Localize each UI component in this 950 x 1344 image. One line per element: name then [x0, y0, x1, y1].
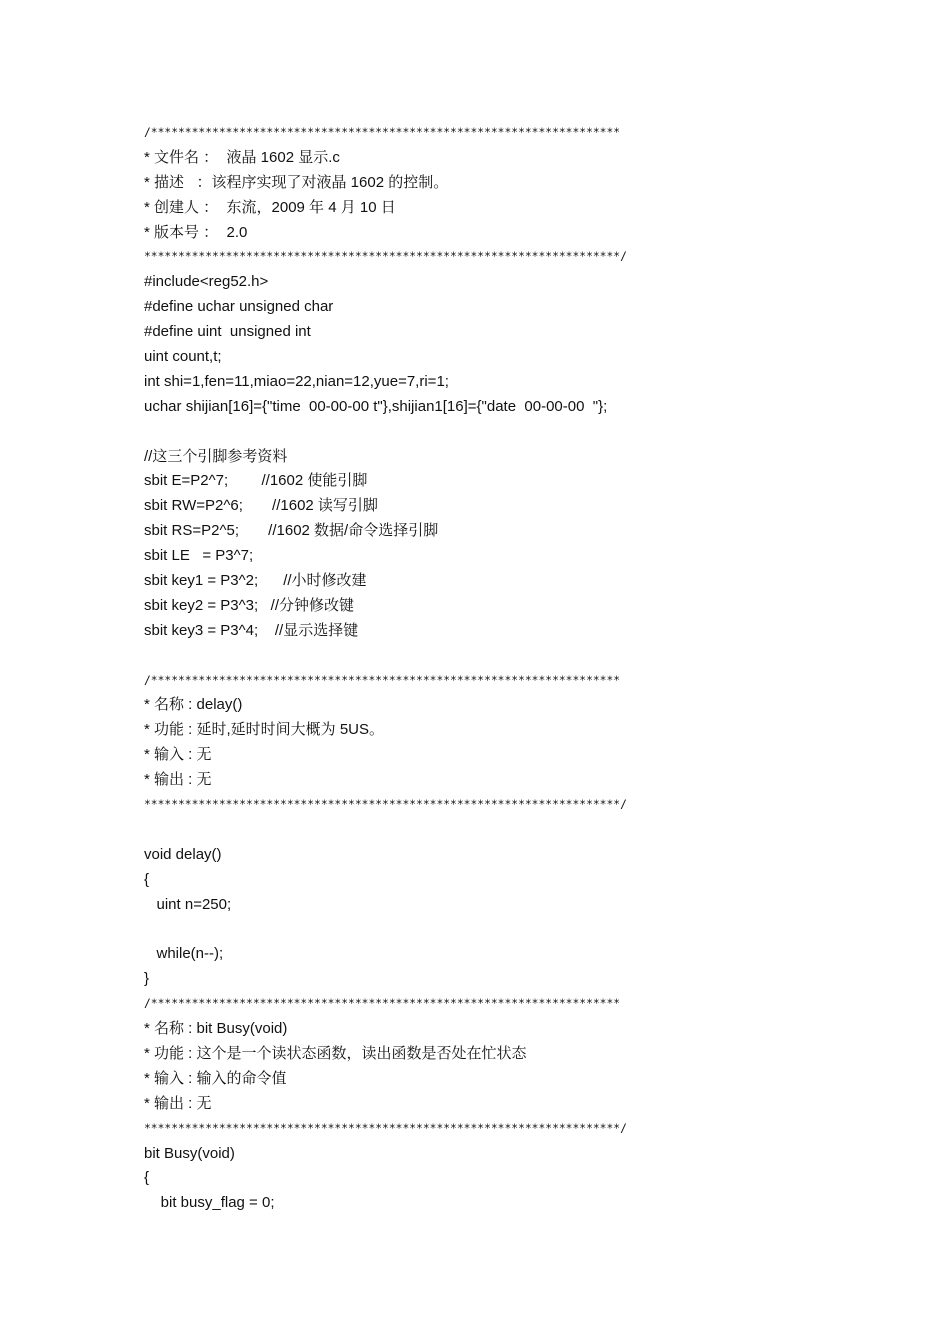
header-author-line: * 创建人 ： 东流，2009 年 4 月 10 日: [144, 198, 396, 216]
doc-comment-line: * 名称 : bit Busy(void): [144, 1020, 288, 1038]
doc-comment-line: * 输出 : 无: [144, 1094, 212, 1112]
doc-comment-line: * 名称 : delay(): [144, 696, 243, 714]
code-line: uchar shijian[16]={"time 00-00-00 t"},shijian1[16]={"date 00-00-00 "};: [144, 397, 608, 415]
code-line: void delay(): [144, 845, 222, 863]
code-line: bit busy_flag = 0;: [144, 1194, 275, 1212]
comment-border-bottom: **********************************************************************/: [144, 798, 627, 812]
code-line: bit Busy(void): [144, 1144, 235, 1162]
header-version-line: * 版本号 ： 2.0: [144, 223, 248, 241]
code-line: int shi=1,fen=11,miao=22,nian=12,yue=7,ri=1;: [144, 372, 449, 390]
code-line: sbit E=P2^7; //1602 使能引脚: [144, 472, 368, 490]
code-line: {: [144, 870, 150, 888]
code-line: sbit key1 = P3^2; //小时修改建: [144, 572, 367, 590]
code-line: #define uchar unsigned char: [144, 298, 334, 316]
doc-comment-line: * 功能 : 这个是一个读状态函数，读出函数是否处在忙状态: [144, 1044, 527, 1062]
code-line: sbit key2 = P3^3; //分钟修改键: [144, 596, 355, 614]
code-line: #include<reg52.h>: [144, 273, 269, 291]
doc-comment-line: * 输入 : 无: [144, 746, 212, 764]
header-description-line: * 描述 ：该程序实现了对液晶 1602 的控制。: [144, 173, 449, 191]
code-line: #define uint unsigned int: [144, 323, 311, 341]
code-line: sbit RW=P2^6; //1602 读写引脚: [144, 497, 378, 515]
comment-border-top: /*********************************************************************: [144, 126, 621, 139]
blank-line: [144, 918, 844, 943]
code-line: while(n--);: [144, 945, 224, 963]
header-filename-line: * 文件名 ： 液晶 1602 显示.c: [144, 148, 340, 166]
comment-border-bottom: **********************************************************************/: [144, 250, 627, 264]
doc-comment-line: * 输出 : 无: [144, 771, 212, 789]
blank-line: [144, 818, 844, 843]
code-listing: [144, 121, 844, 1216]
code-line: sbit key3 = P3^4; //显示选择键: [144, 621, 359, 639]
comment-border-top: /*********************************************************************: [144, 673, 621, 687]
comment-border-top: /*********************************************************************: [144, 997, 621, 1011]
code-line: uint n=250;: [144, 895, 232, 913]
code-line: }: [144, 970, 150, 988]
comment-border-bottom: **********************************************************************/: [144, 1121, 627, 1135]
code-line: uint count,t;: [144, 348, 222, 366]
code-line: sbit RS=P2^5; //1602 数据/命令选择引脚: [144, 522, 439, 540]
doc-comment-line: * 功能 : 延时,延时时间大概为 5US。: [144, 721, 385, 739]
code-comment-line: //这三个引脚参考资料: [144, 447, 288, 465]
blank-line: [144, 420, 844, 445]
code-line: sbit LE = P3^7;: [144, 547, 254, 565]
blank-line: [144, 644, 844, 669]
code-line: {: [144, 1169, 150, 1187]
doc-comment-line: * 输入 : 输入的命令值: [144, 1069, 287, 1087]
